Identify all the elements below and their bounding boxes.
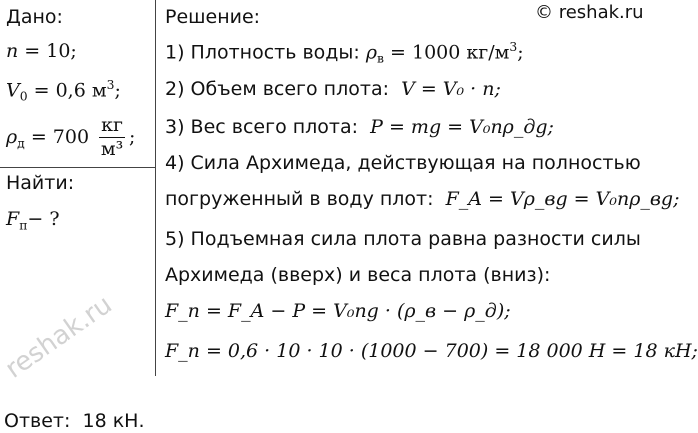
solution-step-2: 2) Объем всего плота: V = V₀ · n; (165, 78, 501, 100)
find-title: Найти: (6, 172, 75, 194)
solution-step-5-line-a: 5) Подъемная сила плота равна разности силы (165, 228, 641, 250)
rho-unit-fraction: $\frac{кг}{\text{м³}}$ (100, 114, 124, 160)
solution-step-1: 1) Плотность воды: $\rho_в = 1000$ $кг/м^3$; (165, 40, 524, 66)
solution-numeric: F_п = 0,6 · 10 · 10 · (1000 − 700) = 18 000 Н = 18 кН; (165, 340, 698, 362)
given-v0: $V_0 = 0,6$ $м^3$; (6, 78, 121, 104)
solution-step-5-line-b: Архимеда (вверх) и веса плота (вниз): (165, 264, 551, 286)
watermark-logo: reshak.ru (0, 289, 118, 385)
solution-step-3: 3) Вес всего плота: P = mg = V₀nρ_дg; (165, 116, 554, 138)
solution-step-4-line-a: 4) Сила Архимеда, действующая на полностью (165, 152, 641, 174)
find-force: $F_п-$ ? (6, 208, 60, 233)
answer: Ответ: 18 кН. (4, 410, 145, 432)
solution-title: Решение: (165, 6, 261, 28)
solution-formula: F_п = F_A − P = V₀ng · (ρ_в − ρ_д); (165, 300, 511, 322)
given-rho: $\rho_д = 700$ $\frac{кг}{\text{м³}}$ ; (6, 114, 136, 160)
column-divider (155, 0, 156, 376)
given-title: Дано: (6, 6, 63, 28)
given-find-divider (0, 167, 156, 168)
copyright-label: © reshak.ru (535, 2, 644, 23)
given-n: n = 10; (6, 40, 77, 62)
solution-step-4-line-b: погруженный в воду плот: F_A = Vρ_вg = V₀nρ_вg; (165, 188, 680, 210)
